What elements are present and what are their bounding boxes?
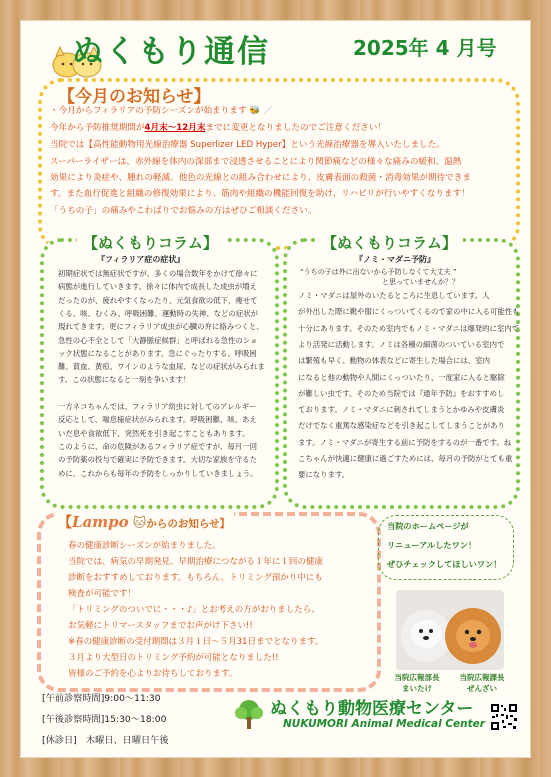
dogs-photo bbox=[396, 590, 504, 670]
staff-caption: 当院広報課長 ぜんざい bbox=[459, 673, 505, 693]
qr-code-icon[interactable] bbox=[490, 703, 518, 731]
issue-date: 2025年 4 月号 bbox=[353, 36, 497, 60]
column-right-subtitle: 『ノミ・マダニ予防』 bbox=[355, 255, 435, 264]
text-line: 検査が可能です！ bbox=[68, 589, 137, 599]
text-line: 皆様のご予約を心よりお待ちしております。 bbox=[68, 669, 238, 679]
text-line: ております。ノミ・マダニに刺されてしまうとかゆみや皮膚炎 bbox=[298, 405, 505, 415]
text-line: ノミ・マダニは屋外のいたるところに生息しています。人 bbox=[298, 291, 490, 300]
text-line: 「トリミングのついでに・・・♪」とお考えの方がおりましたら、 bbox=[68, 605, 320, 615]
text-line: 診断をおすすめしております。もちろん、トリミング預かり中にも bbox=[68, 573, 323, 583]
notice-line: スーパーライザーは、赤外線を体内の深部まで浸透させることにより関節痛などの様々な痛みの緩和、温熱 bbox=[50, 157, 462, 167]
column-right-intro: “うちの子は外に出ないから予防しなくて大丈夫 ” bbox=[300, 268, 457, 276]
text-line: 初期症状では無症状ですが、多くの場合数年をかけて徐々に bbox=[58, 269, 258, 278]
text-line: ック状態になることがあります。急にぐったりする、呼吸困 bbox=[58, 348, 257, 358]
clinic-name-ja: ぬくもり動物医療センター bbox=[270, 699, 474, 719]
notice-title: 【今月のお知らせ】 bbox=[54, 82, 215, 107]
text-line: す。この状態になると一刻を争います！ bbox=[58, 375, 191, 385]
notice-line: 効果により炎症や、腫れの軽減、他色の光線との組み合わせにより、皮膚表面の殺菌・消毒効果が期待できま bbox=[50, 173, 471, 183]
text-line: は繁殖も早く、動物の体表などに寄生した場合には、室内 bbox=[298, 356, 491, 366]
text-line: 十分にあります。そのため室内でもノミ・マダニは爆発的に室内で bbox=[298, 323, 520, 333]
homepage-text: リニューアルしたワン！ bbox=[387, 540, 477, 550]
text-line: 病態が進行していきます。徐々に体内で成長した成虫が増え bbox=[58, 282, 257, 292]
text-line: になると他の動物や人間にくっついたり、一度家に入ると駆除 bbox=[298, 372, 505, 382]
text-line: めに、これからも毎年の予防をしっかりしていきましょう。 bbox=[58, 468, 258, 478]
clinic-name-en: NUKUMORI Animal Medical Center bbox=[283, 718, 485, 730]
column-left-subtitle: 『フィラリア症の症状』 bbox=[97, 255, 185, 264]
text-line: 当院では、病気の早期発見、早期治療につながる１年に１回の健康 bbox=[68, 557, 323, 567]
lampo-header bbox=[54, 512, 234, 532]
text-line: の予防薬の投与で確実に予防できます。大切な家族を守るた bbox=[58, 455, 257, 465]
notice-line: 今年から予防推奨期間が4月末〜12月末までに変更となりましたのでご注意ください！ bbox=[50, 123, 386, 133]
text-line: 現れてきます。更にフィラリア成虫が心臓の弁に絡みつくと、 bbox=[58, 322, 264, 332]
staff-caption: 当院広報部長 まいたけ bbox=[394, 673, 440, 693]
text-line: 春の健康診断シーズンが始まりました。 bbox=[68, 541, 221, 551]
text-line: こちゃんが快適に健康に過ごすためには、毎月の予防がとても重 bbox=[298, 454, 513, 463]
text-line: ※春の健康診断の受付期間は３月１日〜５月31日までとなります。 bbox=[68, 637, 324, 647]
lampo-logo: Lampo bbox=[72, 513, 129, 531]
text-line: 急性の心不全として「大静脈症候群」と呼ばれる急性のショ bbox=[58, 335, 258, 345]
notice-line: 当院では【高性能動物用光線治療器 Superlizer LED Hyper】という光線治療器を導入いたしました。 bbox=[50, 140, 445, 150]
lampo-bracket: 【 bbox=[58, 515, 72, 531]
text-line: ３月より大型日のトリミング予約が可能となりました!! bbox=[68, 653, 279, 663]
hours-afternoon: [午後診察時間]15:30〜18:00 bbox=[42, 714, 167, 725]
text-line: 要になります。 bbox=[298, 470, 350, 480]
text-line: いだ息や食欲低下、突然死を引き起こすこともあります。 bbox=[58, 428, 250, 438]
text-line: より活発に活動します。ノミは各種の細菌のついている室内で bbox=[298, 339, 505, 349]
text-line: だけでなく重篤な感染症などを引き起こしてしまうことがあり bbox=[298, 421, 505, 431]
text-line: 一方ネコちゃんでは、フィラリア幼虫に対してのアレルギー bbox=[58, 402, 257, 411]
lampo-title: からのお知らせ】 bbox=[146, 518, 231, 530]
text-line: 反応として、喘息様症状がみられます。呼吸困難、咳、あえ bbox=[58, 415, 257, 425]
notice-line: 「うちの子」の痛みやこわばりでお悩みの方はぜひご相談ください。 bbox=[50, 206, 317, 216]
notice-line: す。また血行促進と組織の修復効果により、筋肉や組織の機能回復を助け、リハビリが行いやすくなります！ bbox=[50, 189, 470, 199]
text-line: が外出した際に靴や服にくっついてくるので家の中に入る可能性も bbox=[298, 307, 520, 317]
homepage-text: ぜひチェックしてほしいワン！ bbox=[387, 559, 502, 569]
text-line: だったのが、疲れやすくなったり、元気食欲の低下、痩せて bbox=[58, 295, 258, 305]
text-line: 難、貧血、黄疸、ワインのような血尿、などの症状がみられま bbox=[58, 362, 265, 372]
column-left-title: 【ぬくもりコラム】 bbox=[77, 232, 224, 253]
column-right-intro: と思っていませんか？？ bbox=[382, 278, 459, 286]
text-line: お気軽にトリマースタッフまでお声がけ下さい!! bbox=[68, 621, 253, 631]
text-line: ます。ノミ・マダニが寄生する前に予防をするのが一番です。ね bbox=[298, 437, 512, 447]
closed-days: [休診日] 木曜日、日曜日午後 bbox=[42, 735, 169, 746]
column-right-title: 【ぬくもりコラム】 bbox=[316, 232, 463, 253]
cat-icon: 🐱 bbox=[128, 516, 147, 531]
lampo-box bbox=[37, 512, 381, 692]
text-line: が難しい虫です。そのため当院では『通年予防』をおすすめし bbox=[298, 388, 505, 398]
text-line: くる、咳、むくみ、呼吸困難、運動時の失神、などの症状が bbox=[58, 308, 258, 318]
newsletter-title: ぬくもり通信 bbox=[72, 34, 270, 70]
text-line: このように、命の危険があるフィラリア症ですが、毎月一回 bbox=[58, 441, 257, 451]
hours-morning: [午前診察時間]9:00〜11:30 bbox=[42, 693, 161, 704]
notice-line: ・今月からフィラリアの予防シーズンが始まります 🐝 ／ bbox=[50, 106, 273, 116]
tree-logo-icon bbox=[232, 698, 266, 732]
homepage-text: 当院のホームページが bbox=[387, 521, 469, 531]
